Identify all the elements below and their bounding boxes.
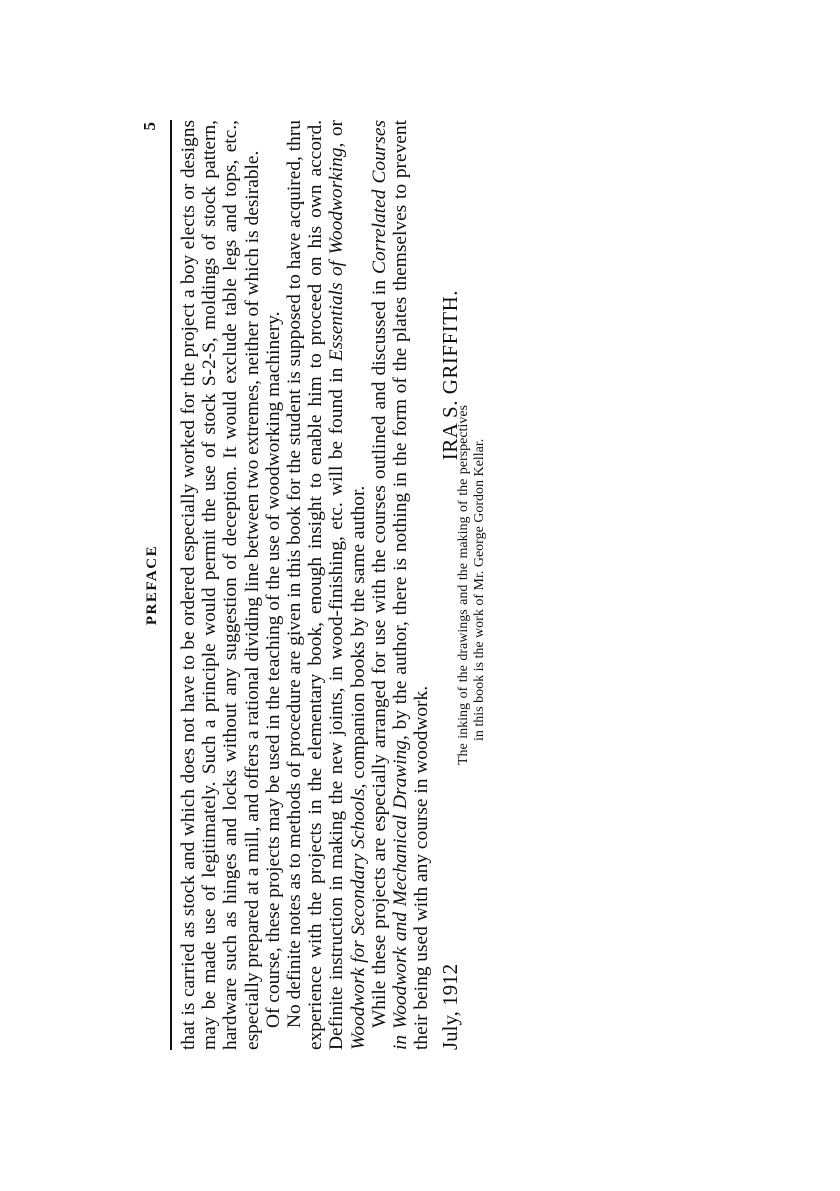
author-signature: IRA S. GRIFFITH. xyxy=(438,290,463,461)
p1-text: that is carried as stock and which does not have to be ordered especially worked for the project a boy elects or designs may be made use of legitimately. Such a principle would permit the use of stock S-2-S, moldings of stock pattern, hardware such as hinges and locks without any suggestion of deception. It would exclude table legs and tops, etc., especially prepared at a mill, and offers a rational dividing line between two extremes, neither of which is desirable. xyxy=(178,120,263,1050)
paragraph-1 xyxy=(178,120,263,1050)
paragraph-4 xyxy=(369,120,433,1050)
p4-text-a: While these projects are especially arranged for use with the courses outlined and discussed in xyxy=(368,273,390,1028)
acknowledgement-note xyxy=(456,120,488,1050)
p3-text-b: , or xyxy=(326,120,348,148)
preface-body xyxy=(178,120,480,1050)
book-title-correlated: Correlated Courses in Woodwork and Mechanical Drawing xyxy=(368,119,412,1050)
date: July, 1912 xyxy=(438,963,463,1050)
acknowledgement-block xyxy=(456,405,488,765)
p3-text-c: , companion books by the same author. xyxy=(347,485,369,789)
p4-text-b: , by the author, there is nothing in the form of the plates themselves to prevent their being used with any course in woodwork. xyxy=(390,120,433,1050)
rotated-page xyxy=(140,120,530,1050)
header-rule xyxy=(170,120,172,1050)
book-title-secondary: Woodwork for Secondary Schools xyxy=(347,788,369,1050)
running-head xyxy=(140,120,166,1050)
page-number: 5 xyxy=(140,122,159,131)
p2-text: Of course, these projects may be used in the teaching of the use of woodworking machinery. xyxy=(262,311,284,1028)
p3-text-a: No definite notes as to methods of procedure are given in this book for the student is supposed to have acquired, thru experience with the projects in the elementary book, enough insight to enable him to proceed on his own accord. Definite instruction in making the new joints, in wood-finishing, etc. will be found in xyxy=(284,120,348,1050)
acknowledgement-text: The inking of the drawings and the making of the perspectives in this book is the work of Mr. George Gordon Kellar. xyxy=(456,405,487,765)
book-title-essentials: Essentials of Woodworking xyxy=(326,147,348,362)
paragraph-3 xyxy=(284,120,369,1050)
paragraph-2 xyxy=(263,120,284,1050)
page-title: PREFACE xyxy=(144,544,160,626)
